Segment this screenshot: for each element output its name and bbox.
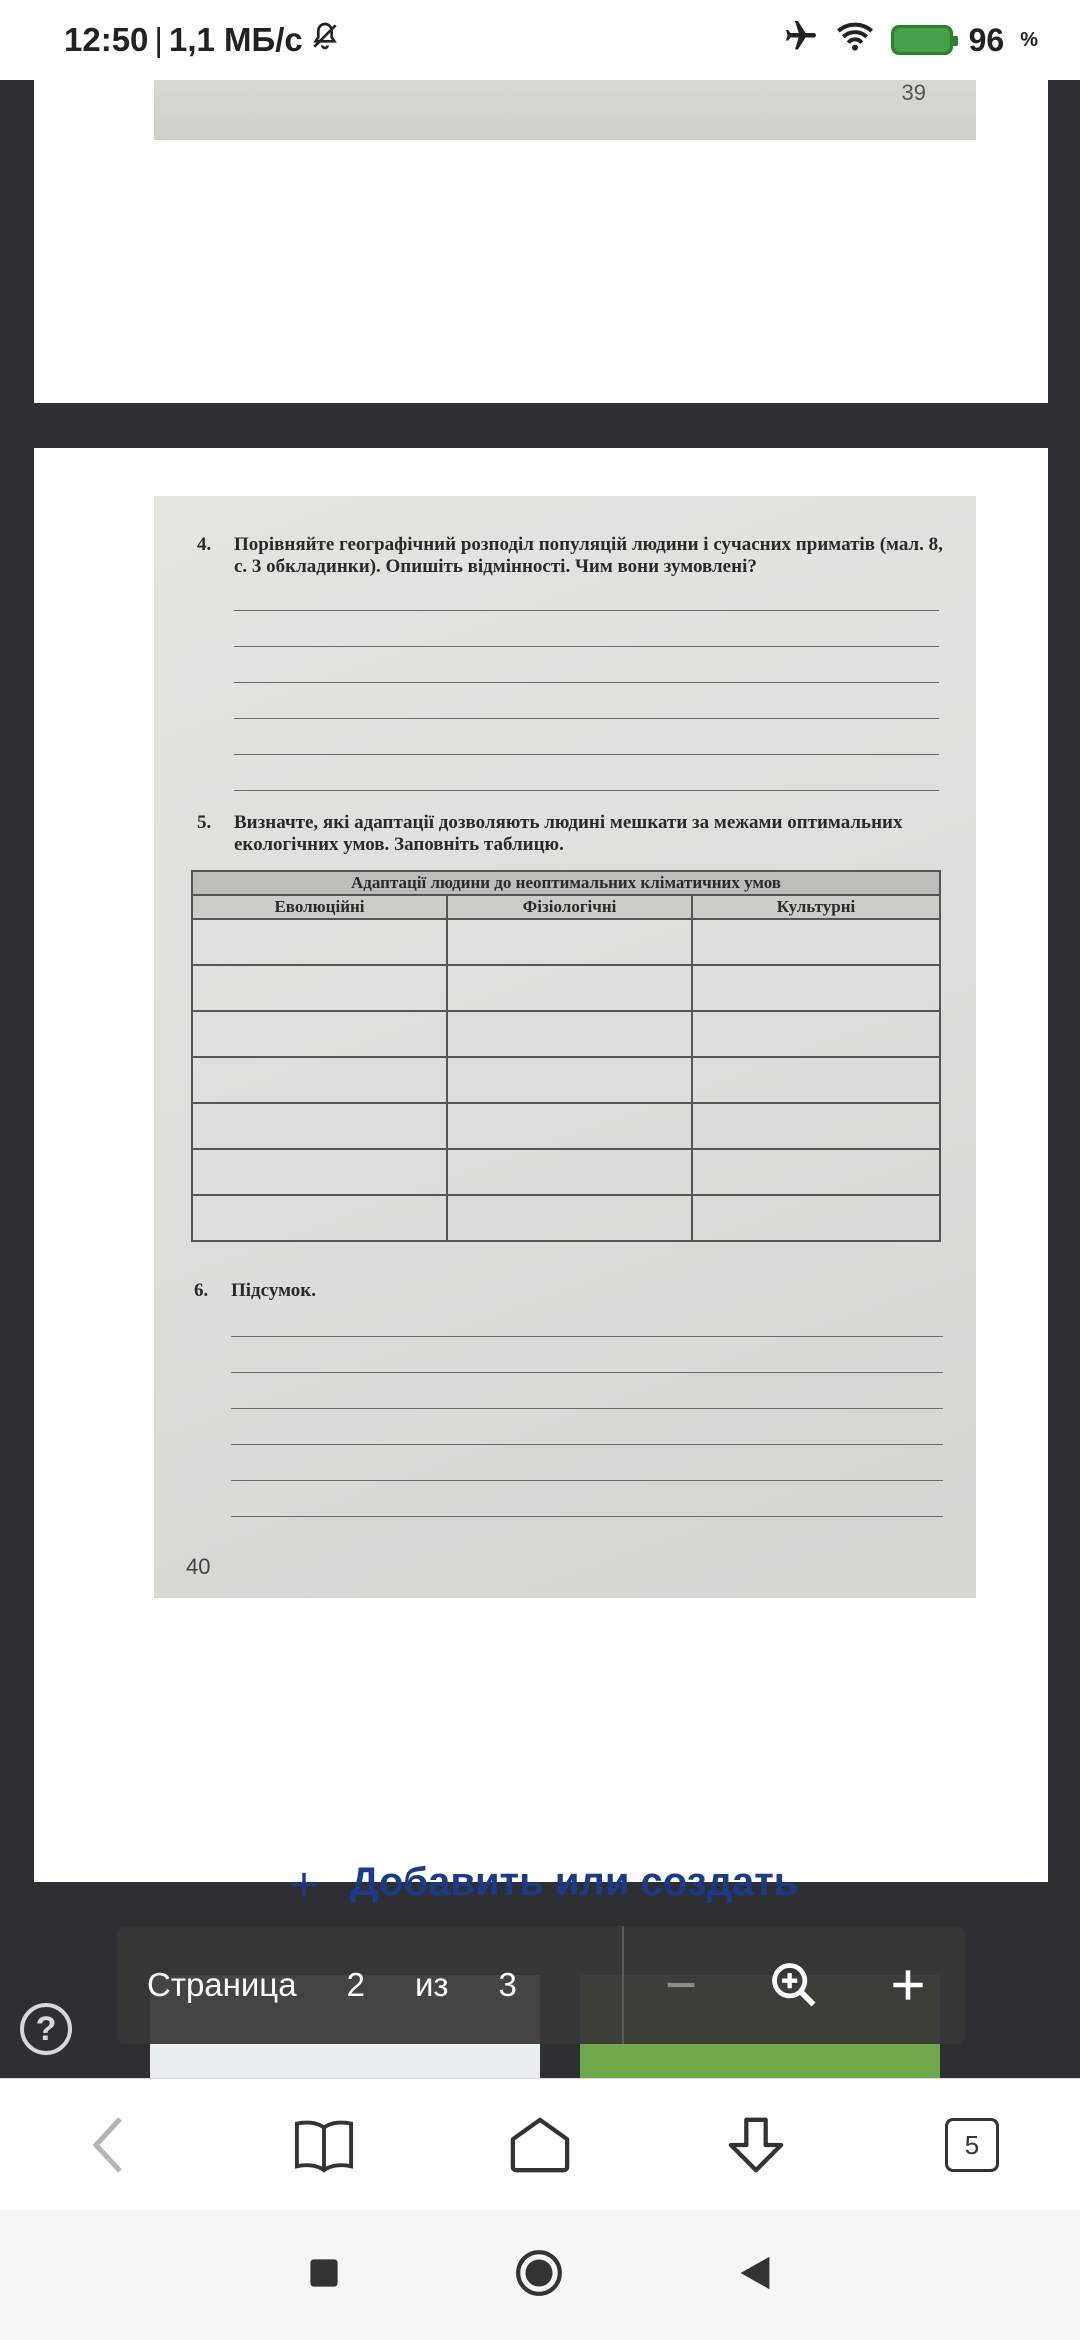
browser-nav-bar — [0, 2078, 1080, 2211]
page-label: Страница — [147, 1966, 297, 2003]
summary-line — [231, 1408, 943, 1409]
back-button[interactable] — [53, 2090, 163, 2200]
minus-icon — [661, 1965, 701, 2005]
page-toolbar — [117, 1926, 965, 2044]
task-5 — [197, 812, 946, 856]
summary-line — [231, 1444, 943, 1445]
triangle-back-icon — [737, 2253, 773, 2293]
mute-bell-icon — [309, 20, 341, 60]
table-cell — [447, 1011, 692, 1057]
task-6 — [194, 1280, 943, 1302]
network-speed: 1,1 МБ/с — [168, 21, 303, 58]
table-cell — [192, 1103, 447, 1149]
table-row — [192, 965, 940, 1011]
status-bar — [0, 0, 1080, 80]
current-page: 2 — [346, 1966, 365, 2003]
clock: 12:50 — [64, 21, 149, 58]
task-5-text: Визначте, які адаптації дозволяють людині мешкати за межами оптимальних екологічних умов. Заповніть таблицю. — [234, 812, 903, 855]
page-2-number: 40 — [186, 1554, 211, 1579]
book-icon — [293, 2117, 355, 2173]
tabs-button[interactable] — [917, 2090, 1027, 2200]
document-page-1[interactable] — [34, 80, 1048, 403]
table-row — [192, 919, 940, 965]
table-cell — [692, 1011, 940, 1057]
battery-charging-icon — [891, 25, 953, 55]
task-4-number: 4. — [197, 534, 212, 555]
plus-icon: + — [290, 1859, 319, 1912]
table-cell — [447, 1195, 692, 1241]
task-6-number: 6. — [194, 1280, 209, 1301]
summary-line — [231, 1372, 943, 1373]
summary-line — [231, 1336, 943, 1337]
plus-icon — [886, 1963, 930, 2007]
add-or-create-link[interactable]: Добавить или создать — [350, 1860, 799, 1904]
table-cell — [692, 1057, 940, 1103]
task-5-number: 5. — [197, 812, 212, 833]
table-cell — [447, 919, 692, 965]
wifi-icon — [835, 19, 875, 61]
page-indicator — [117, 1926, 624, 2044]
system-home-button[interactable] — [514, 2248, 564, 2303]
table-cell — [447, 965, 692, 1011]
task-6-text: Підсумок. — [231, 1280, 316, 1301]
zoom-icon — [768, 1959, 820, 2011]
system-nav-bar — [0, 2210, 1080, 2340]
zoom-button[interactable] — [754, 1959, 834, 2011]
table-cell — [692, 965, 940, 1011]
table-cell — [447, 1149, 692, 1195]
table-row — [192, 1011, 940, 1057]
table-row — [192, 1057, 940, 1103]
circle-icon — [514, 2248, 564, 2298]
task-4 — [197, 534, 946, 578]
answer-line — [234, 682, 939, 683]
zoom-in-button[interactable] — [868, 1963, 948, 2007]
download-icon — [725, 2114, 787, 2176]
download-button[interactable] — [701, 2090, 811, 2200]
bookmarks-button[interactable] — [269, 2090, 379, 2200]
answer-line — [234, 610, 939, 611]
square-icon — [307, 2256, 341, 2290]
table-cell — [692, 919, 940, 965]
table-header-physiological: Фізіологічні — [447, 895, 692, 919]
table-cell — [192, 1149, 447, 1195]
page-2-scan — [154, 496, 976, 1598]
adaptations-table — [191, 870, 941, 1242]
table-row — [192, 1149, 940, 1195]
of-label: из — [414, 1966, 449, 2003]
percent-sign: % — [1020, 28, 1038, 51]
table-cell — [192, 919, 447, 965]
chevron-left-icon — [88, 2115, 128, 2175]
tab-count: 5 — [945, 2118, 999, 2172]
table-cell — [692, 1149, 940, 1195]
answer-line — [234, 790, 939, 791]
table-cell — [447, 1057, 692, 1103]
answer-line — [234, 754, 939, 755]
table-cell — [192, 1011, 447, 1057]
status-separator: | — [154, 21, 163, 58]
total-pages: 3 — [498, 1966, 517, 2003]
answer-line — [234, 646, 939, 647]
table-cell — [692, 1103, 940, 1149]
task-4-text: Порівняйте географічний розподіл популяцій людини і сучасних приматів (мал. 8, с. 3 обкладинки). Опишіть відмінності. Чим вони зумовлені? — [234, 534, 943, 577]
table-cell — [192, 1057, 447, 1103]
summary-line — [231, 1516, 943, 1517]
table-row — [192, 1195, 940, 1241]
battery-percent: 96 — [968, 21, 1005, 58]
page-1-number: 39 — [901, 80, 926, 105]
document-page-2[interactable] — [34, 448, 1048, 1882]
zoom-out-button[interactable] — [641, 1965, 721, 2005]
home-icon — [509, 2115, 571, 2175]
airplane-icon — [783, 18, 819, 62]
help-button[interactable] — [20, 2003, 72, 2055]
table-cell — [692, 1195, 940, 1241]
recents-button[interactable] — [307, 2256, 341, 2295]
answer-line — [234, 718, 939, 719]
table-caption: Адаптації людини до неоптимальних кліматичних умов — [192, 871, 940, 895]
table-header-evolutionary: Еволюційні — [192, 895, 447, 919]
table-cell — [447, 1103, 692, 1149]
table-cell — [192, 965, 447, 1011]
page-1-scan — [154, 80, 976, 140]
question-icon: ? — [35, 2009, 57, 2048]
table-row — [192, 1103, 940, 1149]
table-header-cultural: Культурні — [692, 895, 940, 919]
system-back-button[interactable] — [737, 2253, 773, 2298]
summary-line — [231, 1480, 943, 1481]
table-cell — [192, 1195, 447, 1241]
home-button[interactable] — [485, 2090, 595, 2200]
